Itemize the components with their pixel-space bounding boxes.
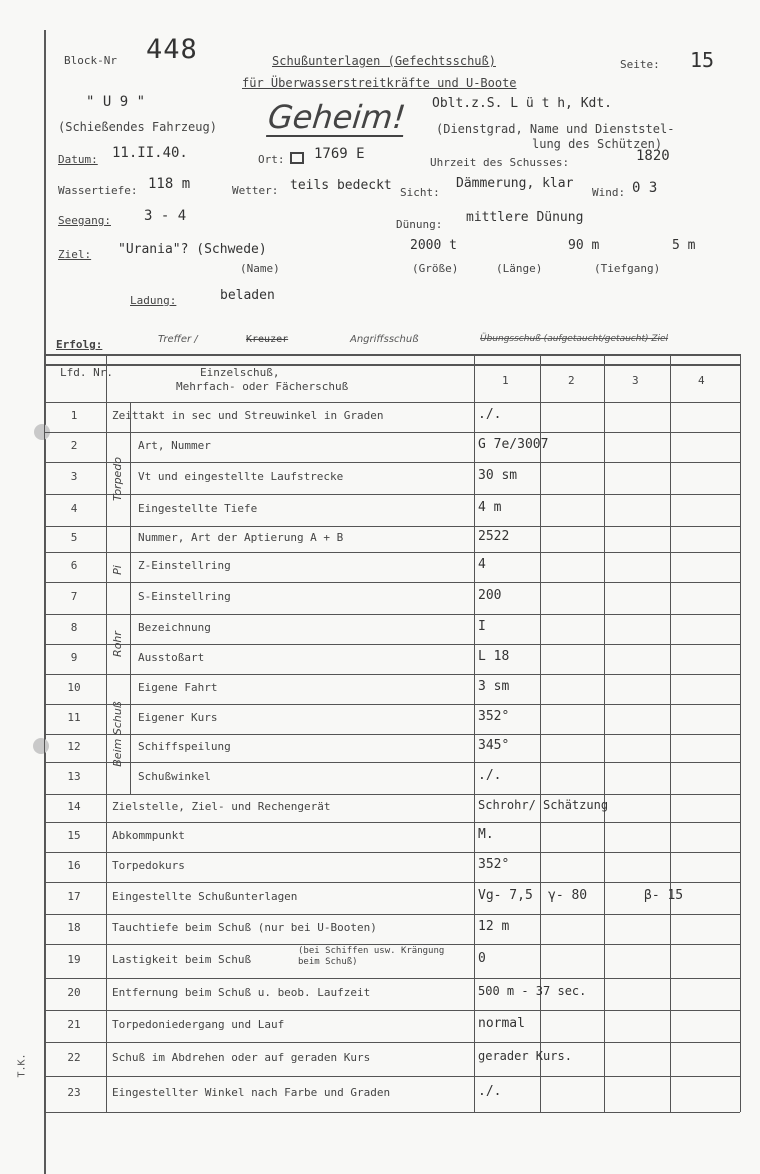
row-label: S-Einstellring xyxy=(138,590,231,603)
table-rule xyxy=(44,402,740,403)
draft-label: (Tiefgang) xyxy=(594,262,661,275)
length-label: (Länge) xyxy=(496,262,543,275)
row-value-1: 352° xyxy=(478,709,510,724)
table-rule xyxy=(604,354,605,1112)
row-number: 5 xyxy=(70,531,78,544)
row-value-1: M. xyxy=(478,827,494,842)
table-rule xyxy=(44,882,740,883)
row-number: 13 xyxy=(67,770,81,783)
length-value: 90 m xyxy=(568,238,600,253)
table-rule xyxy=(44,1042,740,1043)
column-header-2: 2 xyxy=(568,374,575,387)
success-label: Erfolg: xyxy=(56,338,103,351)
target-label: Ziel: xyxy=(58,248,92,261)
form-title-1: Schußunterlagen (Gefechtsschuß) xyxy=(272,54,496,68)
table-rule xyxy=(44,914,740,915)
column-header-1: 1 xyxy=(502,374,509,387)
success-option-practice: Übungsschuß (aufgetaucht/getaucht) Ziel xyxy=(480,334,669,344)
table-rule xyxy=(44,552,740,553)
row-label: Nummer, Art der Aptierung A + B xyxy=(138,531,344,544)
place-label: Ort: xyxy=(258,153,285,166)
time-value: 1820 xyxy=(636,148,670,164)
table-rule xyxy=(44,978,740,979)
column-header-nr: Lfd. Nr. xyxy=(60,366,113,379)
row-value-1: Schrohr/ Schätzung xyxy=(478,798,609,812)
table-rule xyxy=(44,582,740,583)
row-label-note: (bei Schiffen usw. Krängung beim Schuß) xyxy=(298,946,445,967)
row-label: Torpedoniedergang und Lauf xyxy=(112,1018,285,1031)
row-number: 6 xyxy=(70,559,78,572)
row-value-1: 352° xyxy=(478,857,510,872)
row-value-1: 3 sm xyxy=(478,679,510,694)
table-rule xyxy=(44,1076,740,1077)
row-value-1: gerader Kurs. xyxy=(478,1049,572,1063)
table-rule xyxy=(44,614,740,615)
group-label-rohr: Rohr xyxy=(111,631,124,657)
group-separator xyxy=(106,526,130,527)
cargo-value: beladen xyxy=(220,288,275,303)
row-label: Entfernung beim Schuß u. beob. Laufzeit xyxy=(112,986,371,999)
table-rule xyxy=(44,462,740,463)
table-rule xyxy=(44,1112,740,1113)
row-value-1: ./. xyxy=(478,768,502,783)
date-label: Datum: xyxy=(58,153,98,166)
row-label: Abkommpunkt xyxy=(112,829,185,842)
row-label: Zielstelle, Ziel- und Rechengerät xyxy=(112,800,331,813)
table-rule xyxy=(44,734,740,735)
row-value-1: G 7e/3007 xyxy=(478,437,549,452)
place-value: 1769 E xyxy=(314,146,365,162)
table-rule xyxy=(44,762,740,763)
swell-value: mittlere Dünung xyxy=(466,210,584,225)
weather-label: Wetter: xyxy=(232,184,279,197)
table-rule xyxy=(44,794,740,795)
row-value-1: 345° xyxy=(478,738,510,753)
size-value: 2000 t xyxy=(410,238,457,253)
row-label: Ausstoßart xyxy=(138,651,205,664)
table-rule xyxy=(44,644,740,645)
table-rule xyxy=(540,354,541,1112)
row-value-1: 500 m - 37 sec. xyxy=(478,984,587,998)
group-label-pi: Pi xyxy=(111,565,124,575)
sea-value: 3 - 4 xyxy=(144,208,187,224)
row-number: 16 xyxy=(67,859,81,872)
success-option-hit: Treffer / xyxy=(158,334,198,345)
page-number: 15 xyxy=(690,48,715,72)
weather-value: teils bedeckt xyxy=(290,178,392,193)
row-number: 18 xyxy=(67,921,81,934)
row-number: 10 xyxy=(67,681,81,694)
row-label: Schußwinkel xyxy=(138,770,211,783)
table-rule xyxy=(740,354,741,1112)
row-number: 7 xyxy=(70,590,78,603)
row-value-1: 4 m xyxy=(478,500,502,515)
time-label: Uhrzeit des Schusses: xyxy=(430,156,570,169)
wind-label: Wind: xyxy=(592,186,626,199)
page-label: Seite: xyxy=(620,58,660,71)
row-label: Vt und eingestellte Laufstrecke xyxy=(138,470,344,483)
vessel-value: " U 9 " xyxy=(86,94,146,110)
row-value-1: 0 xyxy=(478,951,486,966)
row-label: Torpedokurs xyxy=(112,859,185,872)
row-value-1: ./. xyxy=(478,407,502,422)
row-value-1: Vg- 7,5 xyxy=(478,888,533,903)
row-number: 21 xyxy=(67,1018,81,1031)
row-label: Eingestellte Tiefe xyxy=(138,502,258,515)
table-rule xyxy=(44,704,740,705)
commander-label-2: lung des Schützen) xyxy=(532,137,663,151)
row-value-1: L 18 xyxy=(478,649,510,664)
group-label-torpedo: Torpedo xyxy=(111,456,124,502)
row-value-1: 4 xyxy=(478,557,486,572)
column-header-4: 4 xyxy=(698,374,705,387)
row-label: Eingestellte Schußunterlagen xyxy=(112,890,298,903)
row-number: 23 xyxy=(67,1086,81,1099)
row-label: Z-Einstellring xyxy=(138,559,231,572)
block-label: Block-Nr xyxy=(64,54,117,67)
margin-note: T.K. xyxy=(16,1053,28,1078)
table-rule xyxy=(474,354,475,1112)
row-label: Tauchtiefe beim Schuß (nur bei U-Booten) xyxy=(112,921,377,934)
success-option-cruiser: Kreuzer xyxy=(246,334,289,345)
row-number: 20 xyxy=(67,986,81,999)
table-rule xyxy=(44,526,740,527)
visibility-value: Dämmerung, klar xyxy=(456,176,574,191)
group-separator xyxy=(106,674,130,675)
date-value: 11.II.40. xyxy=(112,145,188,161)
table-rule xyxy=(44,852,740,853)
success-option-attack: Angriffsschuß xyxy=(350,334,419,345)
table-rule xyxy=(106,354,107,1112)
table-rule xyxy=(44,674,740,675)
row-number: 22 xyxy=(67,1051,81,1064)
swell-label: Dünung: xyxy=(396,218,443,231)
table-rule xyxy=(44,1010,740,1011)
commander-value: Oblt.z.S. L ü t h, Kdt. xyxy=(432,96,613,111)
table-rule xyxy=(44,364,740,366)
column-header-title-1: Einzelschuß, xyxy=(200,366,280,379)
draft-value: 5 m xyxy=(672,238,696,253)
row-value-1: 200 xyxy=(478,588,502,603)
commander-label-1: (Dienstgrad, Name und Dienststel- xyxy=(436,122,675,136)
row-label: Schuß im Abdrehen oder auf geraden Kurs xyxy=(112,1051,371,1064)
row-label: Art, Nummer xyxy=(138,439,211,452)
secret-stamp: Geheim! xyxy=(266,98,408,136)
row-number: 3 xyxy=(70,470,78,483)
row-number: 15 xyxy=(67,829,81,842)
row-number: 2 xyxy=(70,439,78,452)
target-value: "Urania"? (Schwede) xyxy=(118,242,267,257)
row-number: 14 xyxy=(67,800,81,813)
row-number: 9 xyxy=(70,651,78,664)
row-value-1: normal xyxy=(478,1016,525,1031)
sea-label: Seegang: xyxy=(58,214,111,227)
row-value-1: 30 sm xyxy=(478,468,518,483)
row-value-1: 12 m xyxy=(478,919,510,934)
table-rule xyxy=(670,354,671,1112)
row-number: 8 xyxy=(70,621,78,634)
row-label: Bezeichnung xyxy=(138,621,211,634)
row-value-1: I xyxy=(478,619,486,634)
depth-label: Wassertiefe: xyxy=(58,184,138,197)
group-divider xyxy=(130,402,131,794)
group-label-beim-schuss: Beim Schuß xyxy=(111,701,124,767)
size-label: (Größe) xyxy=(412,262,459,275)
row-number: 1 xyxy=(70,409,78,422)
visibility-label: Sicht: xyxy=(400,186,440,199)
row-value-1: ./. xyxy=(478,1084,502,1099)
row-label: Eingestellter Winkel nach Farbe und Graden xyxy=(112,1086,391,1099)
form-title-2: für Überwasserstreitkräfte und U-Boote xyxy=(242,76,517,90)
row-label: Zeittakt in sec und Streuwinkel in Graden xyxy=(112,409,384,422)
row-number: 11 xyxy=(67,711,81,724)
row-value-2: γ- 80 xyxy=(548,888,588,903)
block-number: 448 xyxy=(146,34,198,65)
row-value-1: 2522 xyxy=(478,529,510,544)
row-label: Lastigkeit beim Schuß xyxy=(112,953,252,966)
table-rule xyxy=(44,822,740,823)
table-top-rule xyxy=(44,354,740,356)
vessel-label: (Schießendes Fahrzeug) xyxy=(58,120,217,134)
row-value-3: β- 15 xyxy=(644,888,684,903)
target-name-label: (Name) xyxy=(240,262,280,275)
row-label: Schiffspeilung xyxy=(138,740,231,753)
row-number: 4 xyxy=(70,502,78,515)
column-header-3: 3 xyxy=(632,374,639,387)
table-rule xyxy=(44,432,740,433)
row-label: Eigene Fahrt xyxy=(138,681,218,694)
row-number: 19 xyxy=(67,953,81,966)
column-header-title-2: Mehrfach- oder Fächerschuß xyxy=(176,380,349,393)
cargo-label: Ladung: xyxy=(130,294,177,307)
table-rule xyxy=(44,494,740,495)
depth-value: 118 m xyxy=(148,176,191,192)
row-number: 17 xyxy=(67,890,81,903)
row-label: Eigener Kurs xyxy=(138,711,218,724)
row-number: 12 xyxy=(67,740,81,753)
wind-value: 0 3 xyxy=(632,180,658,196)
group-separator xyxy=(106,614,130,615)
grid-square-icon xyxy=(290,152,304,164)
table-rule xyxy=(44,944,740,945)
